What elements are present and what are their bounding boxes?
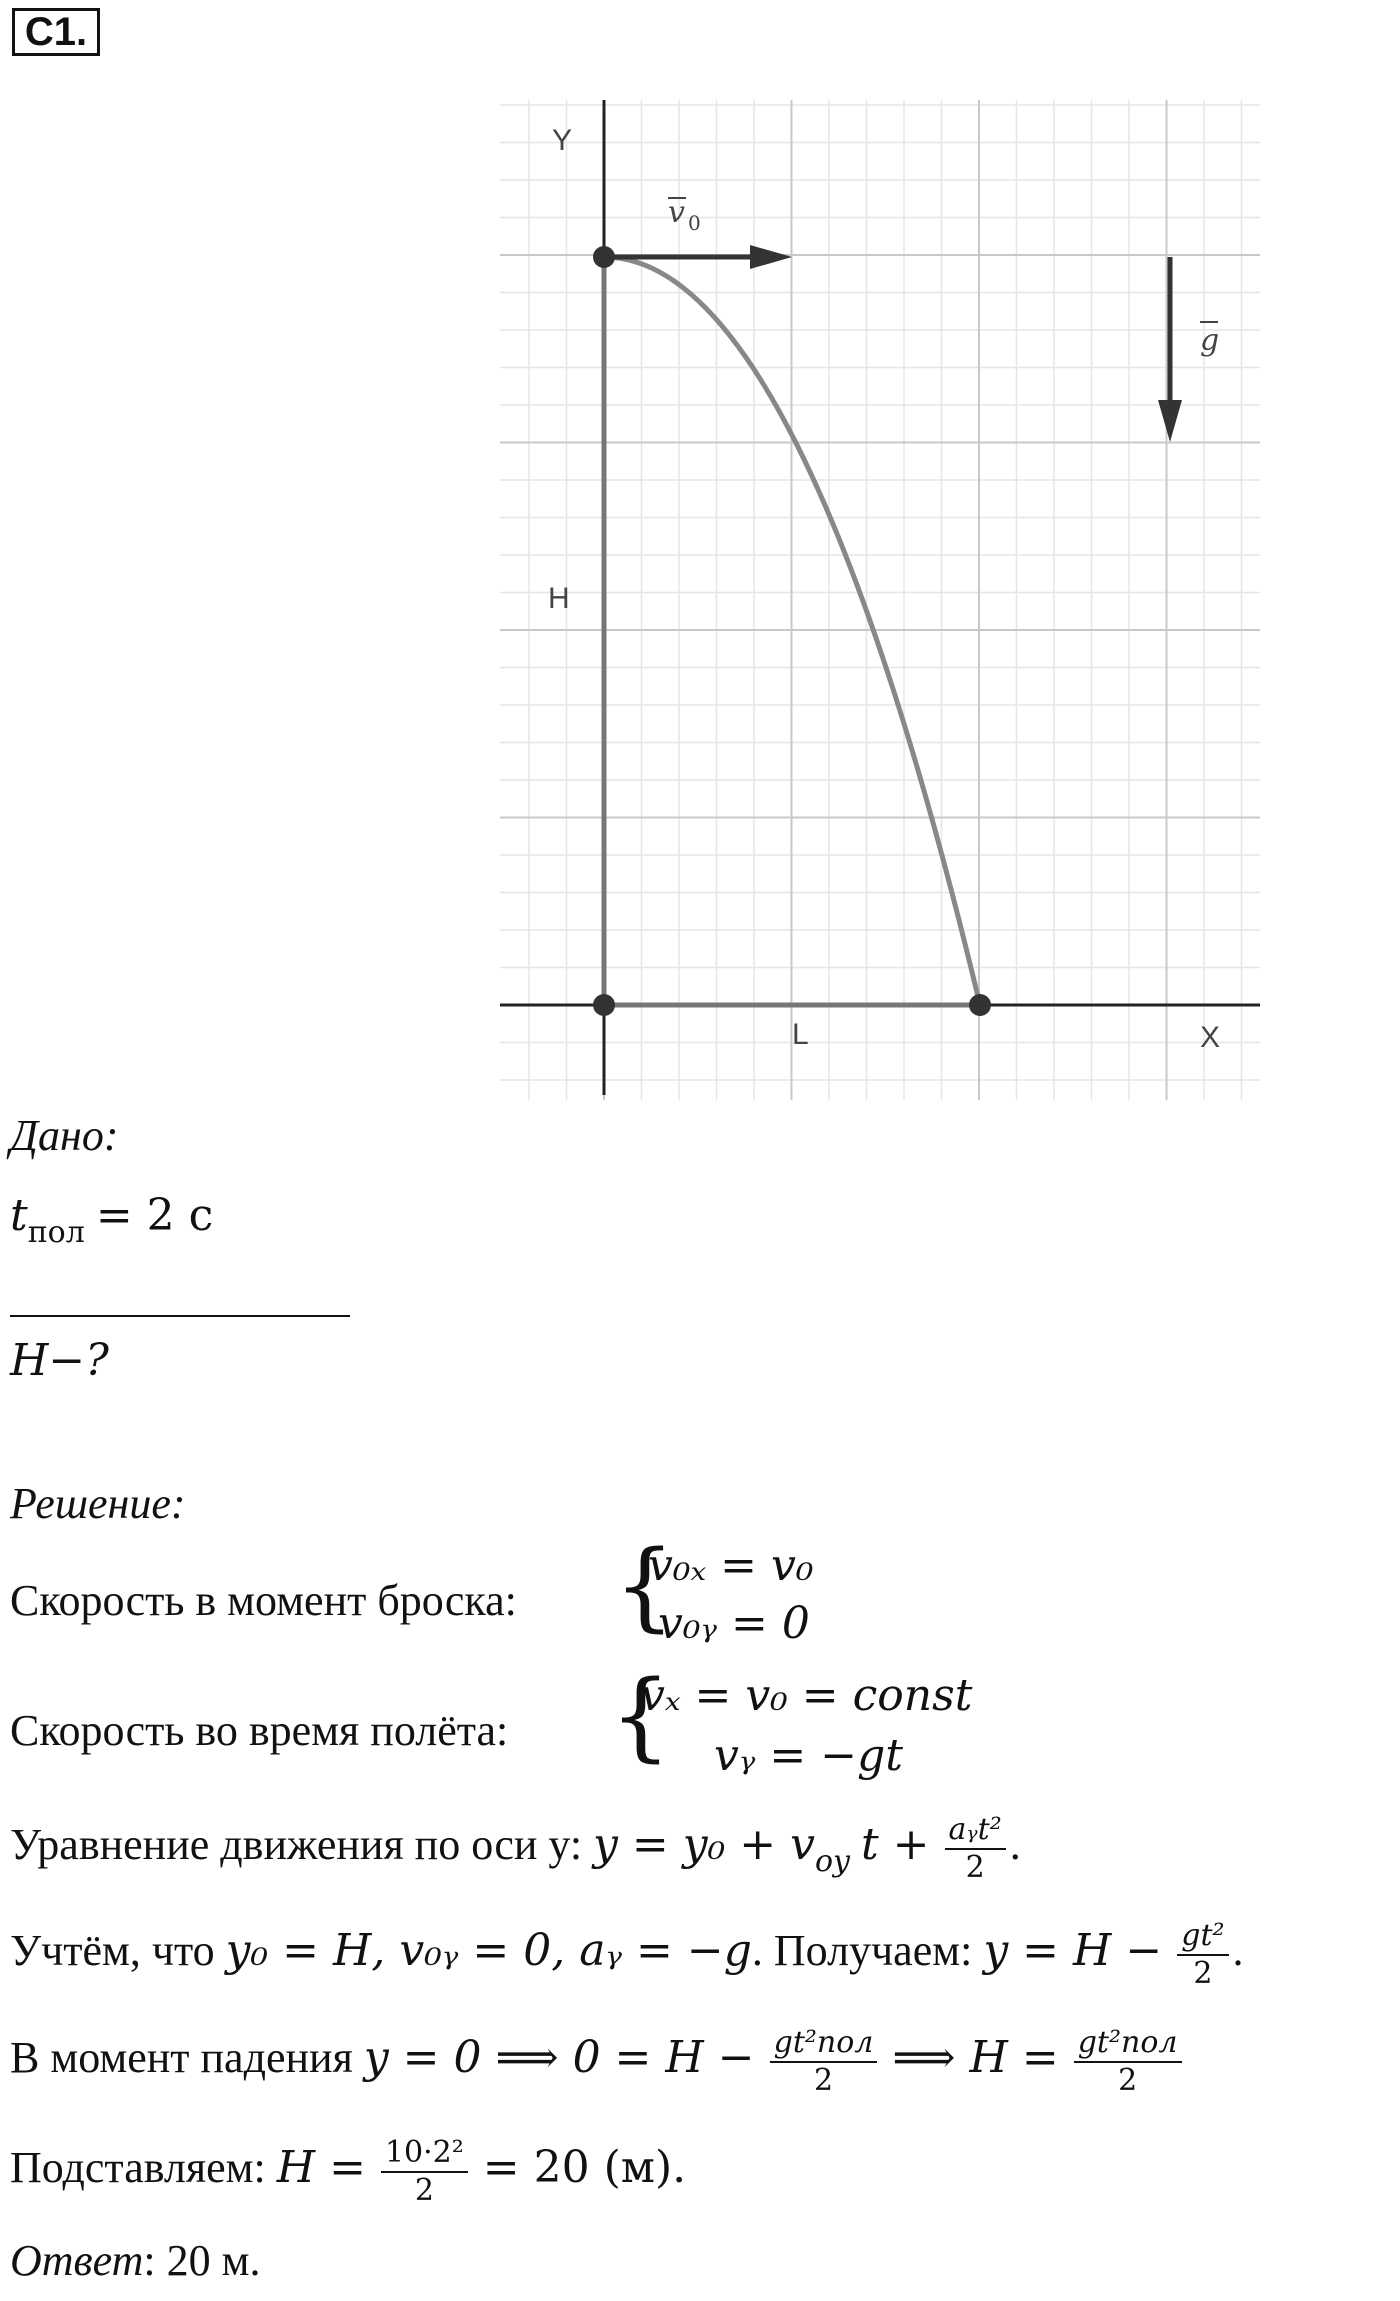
trajectory-diagram [500, 100, 1260, 1100]
landing-fraction-1: $\frac{\text{gt²пол}}{2}$ [770, 2025, 878, 2099]
motion-equation-line: Уравнение движения по оси у: $y = y_0 + v_{oy}$ t + $\frac{\text{aᵧt²}}{2}$ . [10, 1812, 1021, 1885]
height-label: H [548, 582, 570, 615]
velocity-arrow-head [750, 245, 792, 269]
height-fraction: $\frac{\text{gt²}}{2}$ [1177, 1918, 1228, 1992]
y-axis-label: Y [552, 124, 573, 157]
flight-velocity-text: Скорость во время полёта: [10, 1706, 509, 1755]
gravity-arrow-head [1158, 400, 1182, 442]
system-brace-2: { [610, 1660, 672, 1772]
given-divider [10, 1315, 350, 1317]
x-axis-label: X [1200, 1021, 1221, 1054]
initial-vx-equation: v₀ₓ = v₀ [648, 1540, 814, 1591]
system-brace-1: { [614, 1530, 676, 1642]
unknown-quantity: H−? [10, 1335, 109, 1386]
given-time: $t_{пол} = 2$ с [10, 1190, 214, 1250]
given-heading: Дано: [10, 1111, 119, 1160]
velocity-label: v [668, 195, 685, 230]
flight-vx-equation: vₓ = v₀ = const [640, 1670, 973, 1721]
gravity-label: g [1200, 323, 1220, 358]
velocity-label-subscript: 0 [688, 211, 701, 235]
minor-grid [500, 100, 1260, 1100]
landing-fraction-2: $\frac{\text{gt²пол}}{2}$ [1074, 2025, 1182, 2099]
major-grid [500, 100, 1260, 1100]
launch-point [593, 246, 615, 268]
solution-heading: Решение: [10, 1479, 186, 1528]
substitution-line: Учтём, что y₀ = H, v₀ᵧ = 0, aᵧ = −g. Получаем: y = H − $\frac{\text{gt²}}{2}$ . [10, 1918, 1244, 1991]
numeric-fraction: $\frac{\text{10·2²}}{2}$ [381, 2135, 468, 2209]
problem-tag: C1. [12, 8, 100, 56]
landing-point [969, 994, 991, 1016]
numeric-substitution-line: Подставляем: H = $\frac{\text{10·2²}}{2}$ = 20 (м). [10, 2135, 687, 2208]
origin-point [593, 994, 615, 1016]
landing-condition-line: В момент падения y = 0 ⟹ 0 = H − $\frac{\text{gt²пол}}{2}$ ⟹ H = $\frac{\text{gt²пол}}{2}$ [10, 2025, 1186, 2099]
answer-line: Ответ: 20 м. [10, 2236, 261, 2285]
initial-vy-equation: v₀ᵧ = 0 [658, 1598, 810, 1649]
range-label: L [792, 1018, 809, 1051]
motion-fraction: $\frac{\text{aᵧt²}}{2}$ [945, 1812, 1006, 1886]
initial-velocity-text: Скорость в момент броска: [10, 1576, 517, 1625]
flight-vy-equation: vᵧ = −gt [714, 1730, 903, 1781]
